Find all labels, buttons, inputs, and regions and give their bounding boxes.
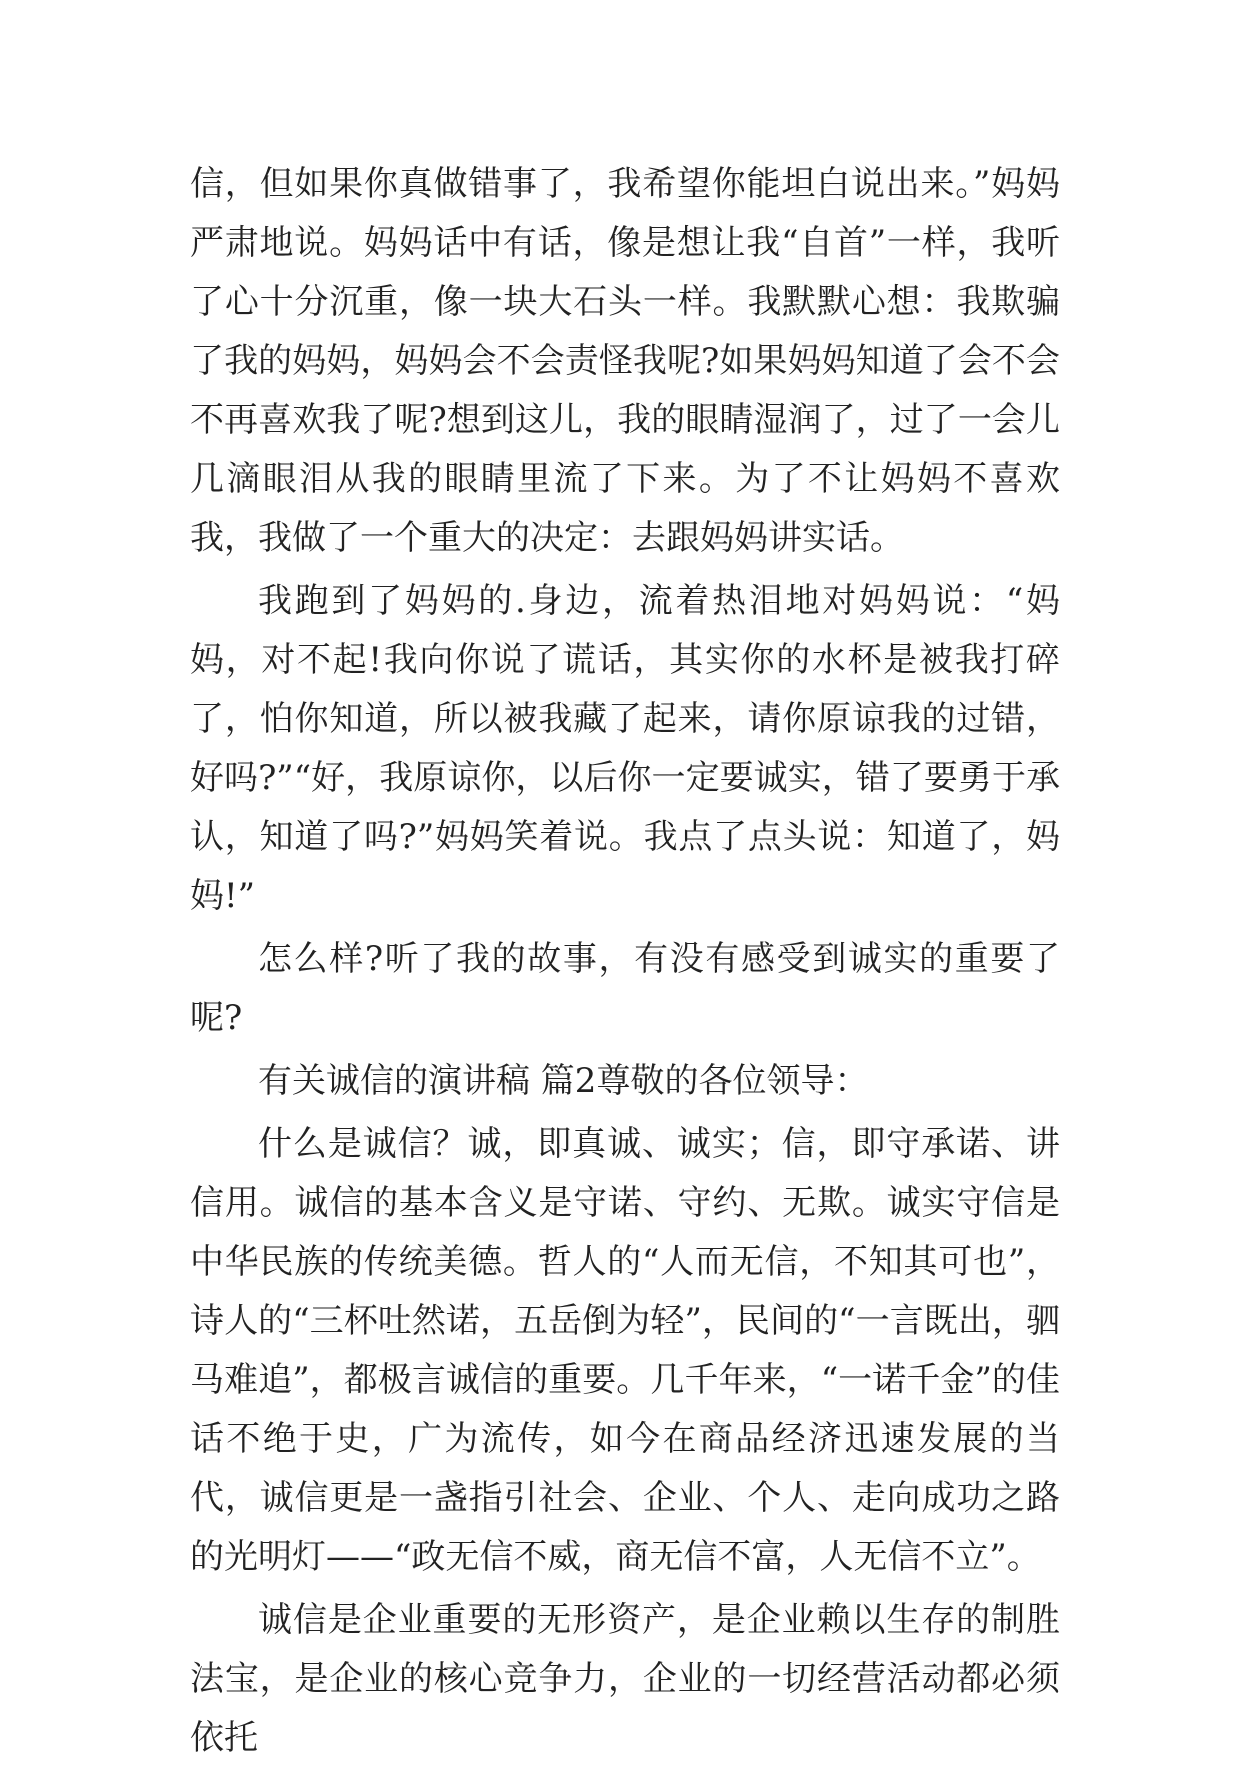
paragraph-6: 诚信是企业重要的无形资产，是企业赖以生存的制胜法宝，是企业的核心竞争力，企业的一切经营活动都必须依托	[190, 1600, 1060, 1758]
paragraph-4: 有关诚信的演讲稿 篇2尊敬的各位领导：	[258, 1061, 869, 1101]
paragraph-3: 怎么样?听了我的故事，有没有感受到诚实的重要了呢?	[190, 939, 1060, 1038]
document-body	[190, 155, 1060, 1772]
paragraph-1: 信，但如果你真做错事了，我希望你能坦白说出来。”妈妈严肃地说。妈妈话中有话，像是想让我“自首”一样，我听了心十分沉重，像一块大石头一样。我默默心想：我欺骗了我的妈妈，妈妈会不会责怪我呢?如果妈妈知道了会不会不再喜欢我了呢?想到这儿，我的眼睛湿润了，过了一会儿几滴眼泪从我的眼睛里流了下来。为了不让妈妈不喜欢我，我做了一个重大的决定：去跟妈妈讲实话。	[190, 164, 1060, 558]
paragraph-2: 我跑到了妈妈的.身边，流着热泪地对妈妈说：“妈妈，对不起!我向你说了谎话，其实你的水杯是被我打碎了，怕你知道，所以被我藏了起来，请你原谅我的过错，好吗?”“好，我原谅你，以后你一定要诚实，错了要勇于承认，知道了吗?”妈妈笑着说。我点了点头说：知道了，妈妈!”	[190, 581, 1060, 916]
paragraph-5: 什么是诚信？诚，即真诚、诚实；信，即守承诺、讲信用。诚信的基本含义是守诺、守约、无欺。诚实守信是中华民族的传统美德。哲人的“人而无信，不知其可也”，诗人的“三杯吐然诺，五岳倒为轻”，民间的“一言既出，驷马难追”，都极言诚信的重要。几千年来，“一诺千金”的佳话不绝于史，广为流传，如今在商品经济迅速发展的当代，诚信更是一盏指引社会、企业、个人、走向成功之路的光明灯——“政无信不威，商无信不富，人无信不立”。	[190, 1124, 1060, 1577]
